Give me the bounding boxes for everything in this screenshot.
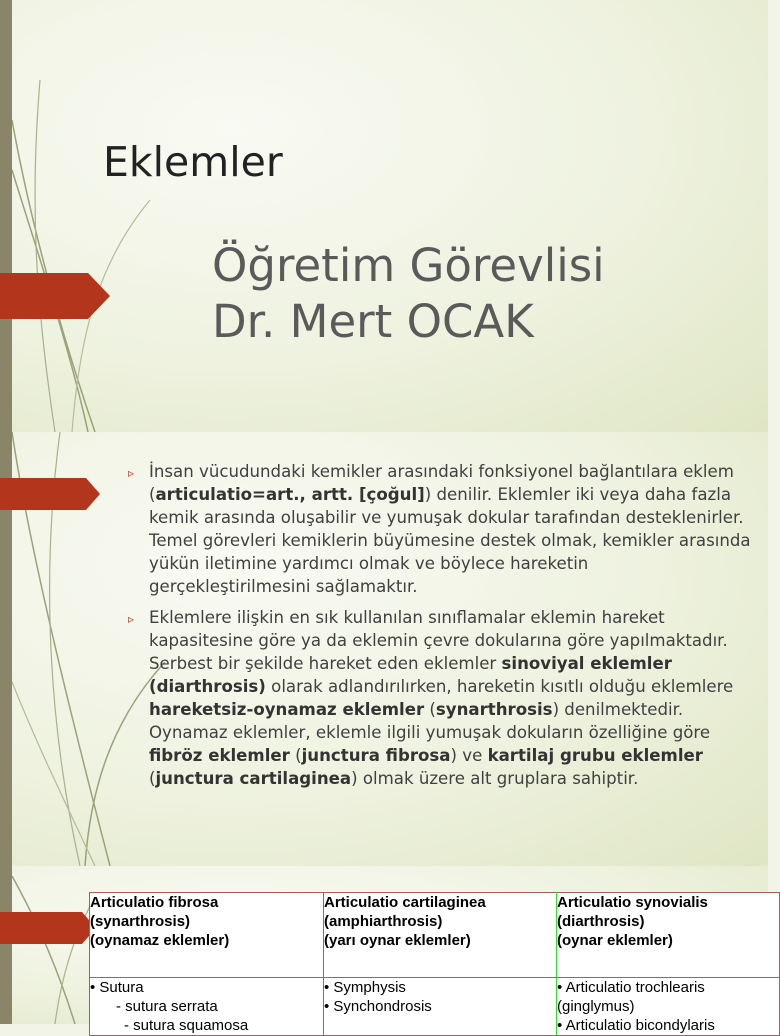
side-bar bbox=[0, 0, 12, 432]
bullet-arrow-icon: ▹ bbox=[128, 466, 135, 480]
subtitle-line-2: Dr. Mert OCAK bbox=[212, 295, 534, 348]
accent-ribbon bbox=[0, 273, 110, 319]
accent-ribbon bbox=[0, 912, 96, 944]
side-bar bbox=[0, 866, 12, 1024]
table-header-row bbox=[90, 893, 780, 978]
content-slide bbox=[0, 432, 768, 866]
bullet-item: ▹ Eklemlere ilişkin en sık kullanılan sınıflamalar eklemin hareket kapasitesine göre ya da eklemin çevre dokularına göre yapılmaktadır. Serbest bir şekilde hareket eden eklemler sinoviyal eklemler (diarthrosis) olarak adlandırılırken, hareketin kısıtlı olduğu eklemlere hareketsiz-oynamaz eklemler (synarthrosis) denilmektedir. Oynamaz eklemler, eklemle ilgili yumuşak dokuların özelliğine göre fibröz eklemler (junctura fibrosa) ve kartilaj grubu eklemler (junctura cartilaginea) olmak üzere alt gruplara sahiptir. bbox=[128, 608, 734, 788]
bullet-arrow-icon: ▹ bbox=[128, 612, 135, 626]
title-slide bbox=[0, 0, 768, 432]
bullet-item: ▹ İnsan vücudundaki kemikler arasındaki fonksiyonel bağlantılara eklem (articulatio=art., artt. [çoğul]) denilir. Eklemler iki veya daha fazla kemik arasında oluşabilir ve yumuşak dokular tarafından desteklenirler. Temel görevleri kemiklerin büyümesine destek olmak, kemikler arasında yükün iletimine yardımcı olmak ve böylece hareketin gerçekleştirilmesini sağlamaktır. bbox=[128, 462, 751, 596]
bullet-list bbox=[128, 460, 753, 798]
cell-fibrosa-types: • Sutura - sutura serrata - sutura squamosa bbox=[90, 978, 324, 1036]
header-fibrosa: Articulatio fibrosa (synarthrosis) (oynamaz eklemler) bbox=[90, 893, 324, 978]
decorative-curves bbox=[0, 0, 160, 432]
table-row bbox=[90, 978, 780, 1036]
joint-classification-table bbox=[89, 892, 780, 1036]
cell-cartilaginea-types: • Symphysis • Synchondrosis bbox=[324, 978, 557, 1036]
header-cartilaginea: Articulatio cartilaginea (amphiarthrosis) (yarı oynar eklemler) bbox=[324, 893, 557, 978]
cell-synovialis-types: • Articulatio trochlearis (ginglymus) • Articulatio bicondylaris bbox=[557, 978, 780, 1036]
accent-ribbon bbox=[0, 478, 100, 510]
header-synovialis: Articulatio synovialis (diarthrosis) (oynar eklemler) bbox=[557, 893, 780, 978]
slide-title: Eklemler bbox=[103, 138, 283, 186]
decorative-curves bbox=[0, 866, 100, 1024]
table-slide bbox=[0, 866, 768, 1034]
slide-subtitle bbox=[212, 238, 605, 350]
subtitle-line-1: Öğretim Görevlisi bbox=[212, 239, 605, 292]
